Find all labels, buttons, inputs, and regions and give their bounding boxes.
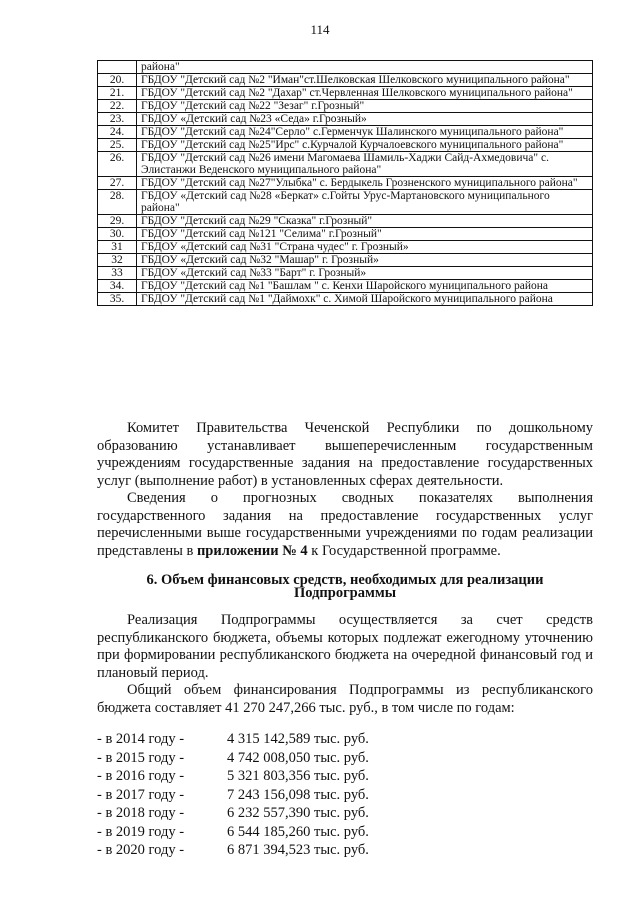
row-text: ГБДОУ "Детский сад №25"Ирс" с.Курчалой Курчалоевского муниципального района" [137, 139, 593, 152]
row-text: ГБДОУ «Детский сад №23 «Седа» г.Грозный» [137, 113, 593, 126]
row-text: района" [137, 61, 593, 74]
row-text: ГБДОУ «Детский сад №32 "Машар" г. Грозный» [137, 254, 593, 267]
section-heading [97, 574, 593, 600]
table-row [98, 139, 593, 152]
year-amount: 4 315 142,589 тыс. руб. [227, 731, 369, 747]
table-row [98, 152, 593, 177]
row-number: 28. [98, 190, 137, 215]
para-committee [97, 420, 593, 560]
table-row [98, 100, 593, 113]
row-text: ГБДОУ «Детский сад №28 «Беркат» с.Гойты Урус-Мартановского муниципального района" [137, 190, 593, 215]
table-row [98, 113, 593, 126]
year-label: - в 2014 году - [97, 731, 185, 747]
table-row [98, 280, 593, 293]
table-row [98, 61, 593, 74]
paragraph [97, 490, 593, 560]
row-text: ГБДОУ "Детский сад №121 "Селима" г.Грозный" [137, 228, 593, 241]
row-number [98, 61, 137, 74]
row-text: ГБДОУ "Детский сад №29 "Сказка" г.Грозный" [137, 215, 593, 228]
year-row [97, 730, 517, 749]
row-number: 35. [98, 293, 137, 306]
year-label: - в 2017 году - [97, 786, 185, 803]
kindergarten-table [97, 60, 593, 306]
year-row [97, 786, 517, 805]
year-row [97, 841, 517, 860]
row-number: 23. [98, 113, 137, 126]
year-amount: 5 321 803,356 тыс. руб. [227, 768, 369, 784]
row-number: 27. [98, 177, 137, 190]
appendix-reference: приложении № 4 [196, 542, 308, 559]
paragraph-text: к Государственной программе. [307, 542, 501, 559]
row-text: ГБДОУ "Детский сад №22 "Зезаг" г.Грозный" [137, 100, 593, 113]
year-amount: 6 871 394,523 тыс. руб. [227, 842, 369, 858]
table-row [98, 215, 593, 228]
row-text: ГБДОУ "Детский сад №1 "Башлам " с. Кенхи Шаройского муниципального района [137, 280, 593, 293]
yearly-amounts [97, 730, 517, 860]
paragraph: Реализация Подпрограммы осуществляется за счет средств республиканского бюджета, объемы которых подлежат ежегодному уточнению при формировании республиканского бюджета на очередной финансовый год и плановый период. [97, 612, 593, 681]
page-number: 114 [310, 22, 330, 37]
row-number: 32 [98, 254, 137, 267]
heading-line: Подпрограммы [293, 585, 397, 601]
paragraph: Комитет Правительства Чеченской Республики по дошкольному образованию устанавливает вышеперечисленным государственным учреждениям государственные задания на предоставление государственных услуг (выполнение работ) в установленных сферах деятельности. [97, 420, 593, 489]
table-row [98, 267, 593, 280]
heading-line: 6. Объем финансовых средств, необходимых для реализации [146, 572, 544, 588]
year-row [97, 767, 517, 786]
row-text: ГБДОУ "Детский сад №24"Серло" с.Герменчук Шалинского муниципального района" [137, 126, 593, 139]
row-number: 31 [98, 241, 137, 254]
table-row [98, 87, 593, 100]
para-financing [97, 612, 593, 717]
row-text: ГБДОУ «Детский сад №31 "Страна чудес" г. Грозный» [137, 241, 593, 254]
table-row [98, 293, 593, 306]
row-number: 24. [98, 126, 137, 139]
year-row [97, 749, 517, 768]
row-text: ГБДОУ "Детский сад №2 "Дахар" ст.Червленная Шелковского муниципального района" [137, 87, 593, 100]
year-amount: 4 742 008,050 тыс. руб. [227, 749, 369, 766]
row-text: ГБДОУ «Детский сад №33 "Барт" г. Грозный» [137, 267, 593, 280]
paragraph: Общий объем финансирования Подпрограммы из республиканского бюджета составляет 41 270 247,266 тыс. руб., в том числе по годам: [97, 682, 593, 716]
row-number: 30. [98, 228, 137, 241]
row-number: 20. [98, 74, 137, 87]
year-row [97, 823, 517, 842]
year-label: - в 2015 году - [97, 749, 185, 766]
row-text: ГБДОУ "Детский сад №2 "Иман"ст.Шелковская Шелковского муниципального района" [137, 74, 593, 87]
year-label: - в 2020 году - [97, 842, 185, 858]
table-row [98, 190, 593, 215]
row-number: 33 [98, 267, 137, 280]
row-text: ГБДОУ "Детский сад №26 имени Магомаева Шамиль-Хаджи Сайд-Ахмедовича" с. Элистанжи Веденского муниципального района" [137, 152, 593, 177]
paragraph-text: Сведения о прогнозных сводных показателях выполнения государственного задания на предоставление государственных услуг перечисленными выше государственными учреждениями по годам реализации представлены в [97, 490, 593, 559]
table-row [98, 254, 593, 267]
row-text: ГБДОУ "Детский сад №27"Улыбка" с. Бердыкель Грозненского муниципального района" [137, 177, 593, 190]
kindergarten-table-body [98, 61, 593, 306]
row-number: 26. [98, 152, 137, 177]
row-number: 22. [98, 100, 137, 113]
table-row [98, 241, 593, 254]
row-text: ГБДОУ "Детский сад №1 "Даймохк" с. Химой Шаройского муниципального района [137, 293, 593, 306]
year-amount: 6 544 185,260 тыс. руб. [227, 823, 369, 840]
table-row [98, 126, 593, 139]
year-label: - в 2019 году - [97, 823, 185, 840]
year-row [97, 804, 517, 823]
table-row [98, 177, 593, 190]
year-label: - в 2016 году - [97, 768, 185, 784]
row-number: 21. [98, 87, 137, 100]
table-row [98, 74, 593, 87]
year-amount: 6 232 557,390 тыс. руб. [227, 805, 369, 821]
row-number: 34. [98, 280, 137, 293]
year-label: - в 2018 году - [97, 805, 185, 821]
table-row [98, 228, 593, 241]
row-number: 25. [98, 139, 137, 152]
row-number: 29. [98, 215, 137, 228]
year-amount: 7 243 156,098 тыс. руб. [227, 786, 369, 803]
